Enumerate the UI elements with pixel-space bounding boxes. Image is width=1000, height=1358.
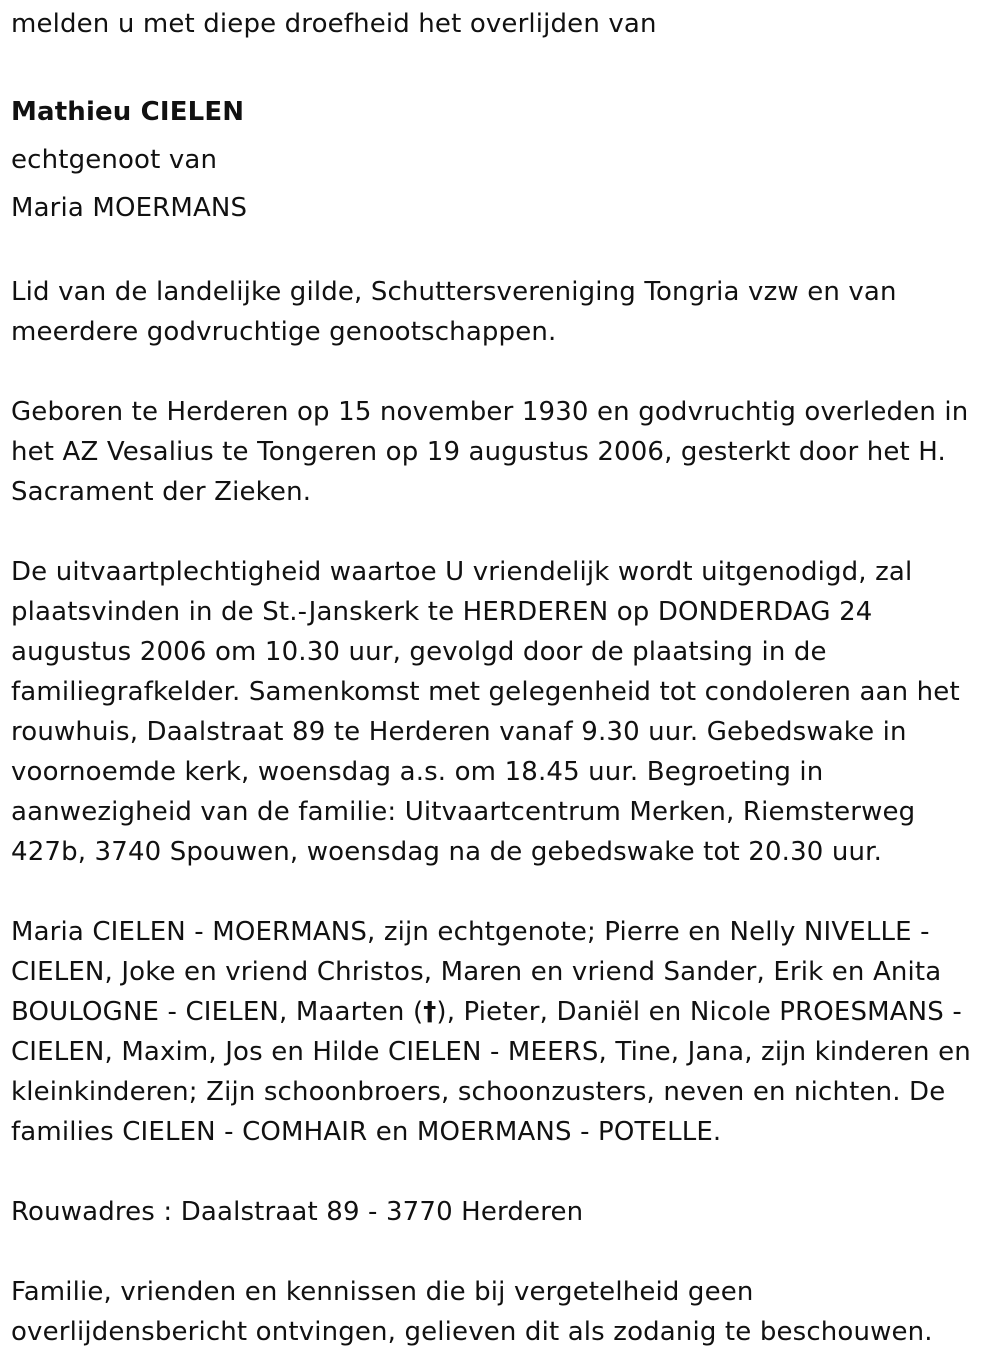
family-text-part-2: ), Pieter, Daniël en Nicole PROESMANS - CIELEN, Maxim, Jos en Hilde CIELEN - MEERS, Tine, Jana, zijn kinderen en kleinkinderen; Zijn schoonbroers, schoonzusters, neven en nichten. De families CIELEN - COMHAIR en MOERMANS - POTELLE.	[11, 997, 971, 1147]
family-text-part-1: Maria CIELEN - MOERMANS, zijn echtgenote; Pierre en Nelly NIVELLE - CIELEN, Joke en vriend Christos, Maren en vriend Sander, Erik en Anita BOULOGNE - CIELEN, Maarten (	[11, 917, 942, 1027]
family-paragraph	[11, 912, 991, 1152]
relation-line: echtgenoot van	[11, 145, 218, 175]
deceased-name: Mathieu CIELEN	[11, 97, 245, 127]
funeral-paragraph: De uitvaartplechtigheid waartoe U vriendelijk wordt uitgenodigd, zal plaatsvinden in de St.-Janskerk te HERDEREN op DONDERDAG 24 augustus 2006 om 10.30 uur, gevolgd door de plaatsing in de familiegrafkelder. Samenkomst met gelegenheid tot condoleren aan het rouwhuis, Daalstraat 89 te Herderen vanaf 9.30 uur. Gebedswake in voornoemde kerk, woensdag a.s. om 18.45 uur. Begroeting in aanwezigheid van de familie: Uitvaartcentrum Merken, Riemsterweg 427b, 3740 Spouwen, woensdag na de gebedswake tot 20.30 uur.	[11, 557, 960, 867]
obituary-notice	[11, 0, 991, 1352]
membership-paragraph: Lid van de landelijke gilde, Schuttersvereniging Tongria vzw en van meerdere godvruchtige genootschappen.	[11, 277, 897, 347]
intro-line: melden u met diepe droefheid het overlijden van	[11, 9, 657, 39]
closing-paragraph: Familie, vrienden en kennissen die bij vergetelheid geen overlijdensbericht ontvingen, gelieven dit als zodanig te beschouwen.	[11, 1277, 933, 1347]
cross-icon: †	[423, 997, 437, 1027]
birth-death-paragraph: Geboren te Herderen op 15 november 1930 en godvruchtig overleden in het AZ Vesalius te Tongeren op 19 augustus 2006, gesterkt door het H. Sacrament der Zieken.	[11, 397, 969, 507]
mourning-address: Rouwadres : Daalstraat 89 - 3770 Herderen	[11, 1197, 584, 1227]
spouse-name: Maria MOERMANS	[11, 193, 248, 223]
